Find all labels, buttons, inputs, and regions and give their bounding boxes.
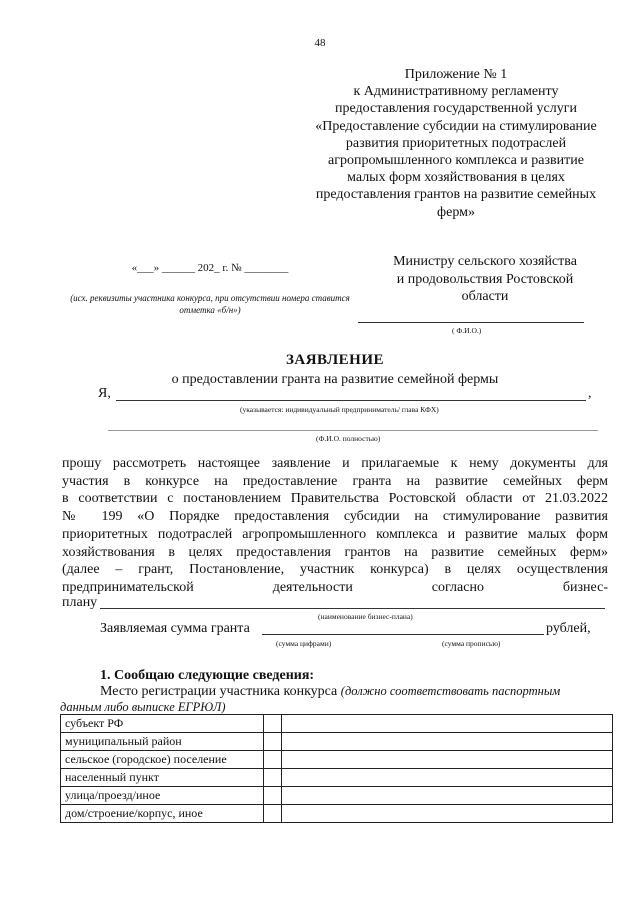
addressee-line: области bbox=[461, 289, 509, 304]
business-plan-caption: (наименование бизнес-плана) bbox=[318, 612, 413, 621]
date-number-line: «___» ______ 202_ г. № ________ bbox=[131, 262, 289, 274]
table-row bbox=[61, 715, 613, 733]
section-title: 1. Сообщаю следующие сведения: bbox=[100, 668, 315, 683]
paragraph-line: прошу рассмотреть настоящее заявление и прилагаемые к нему документы для bbox=[62, 456, 608, 471]
row-spacer bbox=[264, 715, 282, 733]
row-label: сельское (городское) поселение bbox=[61, 751, 264, 769]
row-spacer bbox=[264, 769, 282, 787]
table-row bbox=[61, 805, 613, 823]
addressee-line: и продовольствия Ростовской bbox=[396, 271, 574, 287]
plan-prefix: плану bbox=[62, 595, 98, 610]
addressee bbox=[350, 253, 620, 306]
appendix-header bbox=[288, 66, 624, 221]
row-value-field[interactable] bbox=[282, 733, 613, 751]
appendix-line: «Предоставление субсидии на стимулирование bbox=[315, 118, 597, 134]
registration-note-cont: данным либо выписке ЕГРЮЛ) bbox=[60, 700, 226, 714]
amount-digits-caption: (сумма цифрами) bbox=[276, 639, 332, 648]
appendix-line: предоставления государственной услуги bbox=[335, 101, 577, 117]
row-value-field[interactable] bbox=[282, 787, 613, 805]
row-spacer bbox=[264, 733, 282, 751]
registration-label-text: Место регистрации участника конкурса bbox=[100, 684, 338, 699]
row-label: населенный пункт bbox=[61, 769, 264, 787]
addressee-fio-caption: ( Ф.И.О.) bbox=[452, 326, 482, 335]
row-label: улица/проезд/иное bbox=[61, 787, 264, 805]
paragraph-line: приоритетных подотраслей агропромышленного комплекса и развитие малых форм bbox=[62, 526, 608, 542]
registration-note: (должно соответствовать паспортным bbox=[340, 684, 561, 698]
row-spacer bbox=[264, 751, 282, 769]
row-value-field[interactable] bbox=[282, 715, 613, 733]
table-row bbox=[61, 769, 613, 787]
paragraph-line: № 199 «О Порядке предоставления субсидии на стимулирование развития bbox=[62, 509, 608, 525]
paragraph-line: хозяйствования в целях предоставления грантов на развитие семейных ферм» bbox=[62, 544, 608, 560]
applicant-status-field[interactable] bbox=[116, 400, 586, 401]
request-paragraph bbox=[62, 455, 608, 597]
document-title: ЗАЯВЛЕНИЕ bbox=[285, 352, 385, 368]
table-row bbox=[61, 733, 613, 751]
business-plan-field[interactable] bbox=[100, 608, 605, 609]
table-row bbox=[61, 751, 613, 769]
applicant-prefix: Я, bbox=[98, 386, 111, 401]
appendix-line: малых форм хозяйствования в целях bbox=[347, 170, 565, 186]
appendix-line: агропромышленного комплекса и развитие bbox=[328, 153, 584, 169]
applicant-fio-field[interactable] bbox=[108, 430, 598, 431]
appendix-line: предоставления грантов на развитие семейных bbox=[315, 187, 597, 203]
registration-table bbox=[60, 714, 613, 823]
amount-words-caption: (сумма прописью) bbox=[442, 639, 501, 648]
appendix-line: к Административному регламенту bbox=[353, 84, 559, 100]
appendix-line: Приложение № 1 bbox=[404, 67, 508, 82]
applicant-status-caption: (указывается: индивидуальный предприниматель/ глава КФХ) bbox=[240, 405, 439, 414]
row-label: дом/строение/корпус, иное bbox=[61, 805, 264, 823]
amount-suffix: рублей, bbox=[546, 621, 591, 636]
date-note: (исх. реквизиты участника конкурса, при отсутствии номера ставится отметка «б/н») bbox=[70, 293, 350, 315]
row-spacer bbox=[264, 787, 282, 805]
paragraph-line: (далее – грант, Постановление, участник конкурса) в целях осуществления bbox=[62, 562, 608, 578]
paragraph-line: предпринимательской деятельности согласно бизнес- bbox=[62, 579, 608, 595]
document-subtitle: о предоставлении гранта на развитие семейной фермы bbox=[171, 372, 499, 387]
table-row bbox=[61, 787, 613, 805]
addressee-fio-field[interactable] bbox=[358, 322, 584, 323]
applicant-suffix: , bbox=[588, 386, 592, 401]
addressee-line: Министру сельского хозяйства bbox=[393, 254, 577, 269]
paragraph-line: в соответствии с постановлением Правительства Ростовской области от 21.03.2022 bbox=[62, 491, 608, 507]
paragraph-line: участия в конкурсе на предоставление гранта на развитие семейных ферм bbox=[62, 473, 608, 489]
page-number: 48 bbox=[314, 37, 326, 49]
row-value-field[interactable] bbox=[282, 805, 613, 823]
grant-amount-field[interactable] bbox=[262, 634, 544, 635]
row-label: муниципальный район bbox=[61, 733, 264, 751]
appendix-line: развития приоритетных подотраслей bbox=[345, 135, 567, 151]
row-spacer bbox=[264, 805, 282, 823]
appendix-line: ферм» bbox=[437, 204, 475, 220]
applicant-fio-caption: (Ф.И.О. полностью) bbox=[316, 434, 381, 443]
row-label: субъект РФ bbox=[61, 715, 264, 733]
row-value-field[interactable] bbox=[282, 769, 613, 787]
row-value-field[interactable] bbox=[282, 751, 613, 769]
amount-label: Заявляемая сумма гранта bbox=[100, 621, 250, 636]
registration-label bbox=[100, 684, 560, 700]
